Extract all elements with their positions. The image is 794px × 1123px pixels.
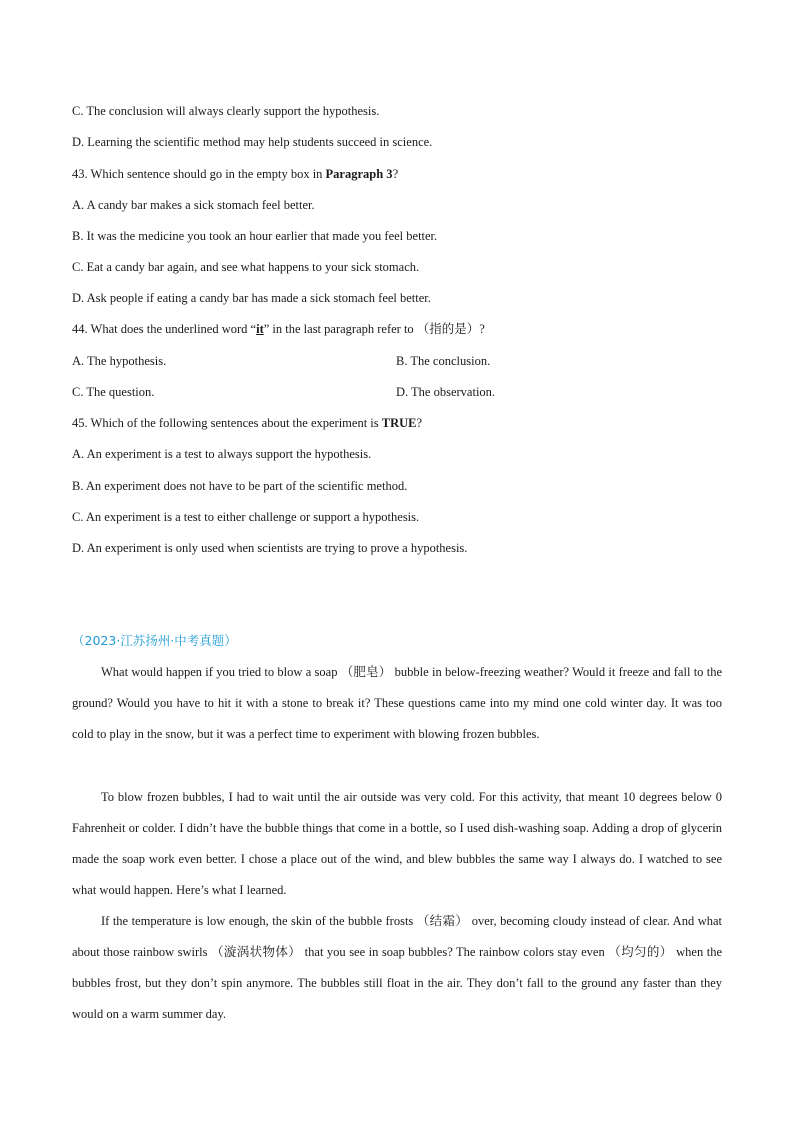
q43-stem-bold: Paragraph 3 <box>325 167 393 181</box>
q44-option-b: B. The conclusion. <box>396 354 491 368</box>
q45-stem-bold: TRUE <box>381 416 417 430</box>
q45-stem <box>72 415 422 431</box>
q44-underlined-word: it <box>256 322 264 336</box>
q44-stem-post: ” in the last paragraph refer to （指的是）? <box>263 322 485 336</box>
q45-stem-post: ? <box>416 416 423 430</box>
q43-option-d: D. Ask people if eating a candy bar has made a sick stomach feel better. <box>72 291 431 305</box>
q44-stem-pre: 44. What does the underlined word “ <box>72 322 257 336</box>
q42-option-c: C. The conclusion will always clearly support the hypothesis. <box>72 104 380 118</box>
passage-source-tag: （2023·江苏扬州·中考真题） <box>72 633 237 648</box>
passage-paragraph-1: What would happen if you tried to blow a soap （肥皂） bubble in below-freezing weather? Would it freeze and fall to the ground? Would you have to hit it with a stone to break it? These questions came into my mind one cold winter day. It was too cold to play in the snow, but it was a perfect time to experiment with blowing frozen bubbles. <box>72 665 722 741</box>
q45-option-c: C. An experiment is a test to either challenge or support a hypothesis. <box>72 510 420 524</box>
q43-option-b: B. It was the medicine you took an hour earlier that made you feel better. <box>72 229 438 243</box>
q44-option-c: C. The question. <box>72 385 155 399</box>
q43-stem <box>72 166 398 182</box>
q45-option-d: D. An experiment is only used when scientists are trying to prove a hypothesis. <box>72 541 468 555</box>
q45-option-b: B. An experiment does not have to be part of the scientific method. <box>72 479 408 493</box>
passage-paragraph-2: To blow frozen bubbles, I had to wait until the air outside was very cold. For this activity, that meant 10 degrees below 0 Fahrenheit or colder. I didn’t have the bubble things that come in a bottle, so I used dish-washing soap. Adding a drop of glycerin made the soap work even better. I chose a place out of the wind, and blew bubbles the same way I always do. I watched to see what would happen. Here’s what I learned. <box>72 790 722 897</box>
passage-paragraph-3: If the temperature is low enough, the skin of the bubble frosts （结霜） over, becoming cloudy instead of clear. And what about those rainbow swirls （漩涡状物体） that you see in soap bubbles? The rainbow colors stay even （均匀的） when the bubbles frost, but they don’t spin anymore. The bubbles still float in the air. They don’t fall to the ground any faster than they would on a warm summer day. <box>72 914 722 1021</box>
q45-option-a: A. An experiment is a test to always support the hypothesis. <box>72 447 372 461</box>
q42-option-d: D. Learning the scientific method may help students succeed in science. <box>72 135 433 149</box>
q45-stem-pre: 45. Which of the following sentences about the experiment is <box>72 416 382 430</box>
q43-stem-post: ? <box>392 167 399 181</box>
q43-option-c: C. Eat a candy bar again, and see what happens to your sick stomach. <box>72 260 420 274</box>
q44-option-a: A. The hypothesis. <box>72 354 167 368</box>
q44-stem <box>72 321 485 337</box>
q44-option-d: D. The observation. <box>396 385 496 399</box>
q43-option-a: A. A candy bar makes a sick stomach feel better. <box>72 198 315 212</box>
q43-stem-pre: 43. Which sentence should go in the empty box in <box>72 167 326 181</box>
